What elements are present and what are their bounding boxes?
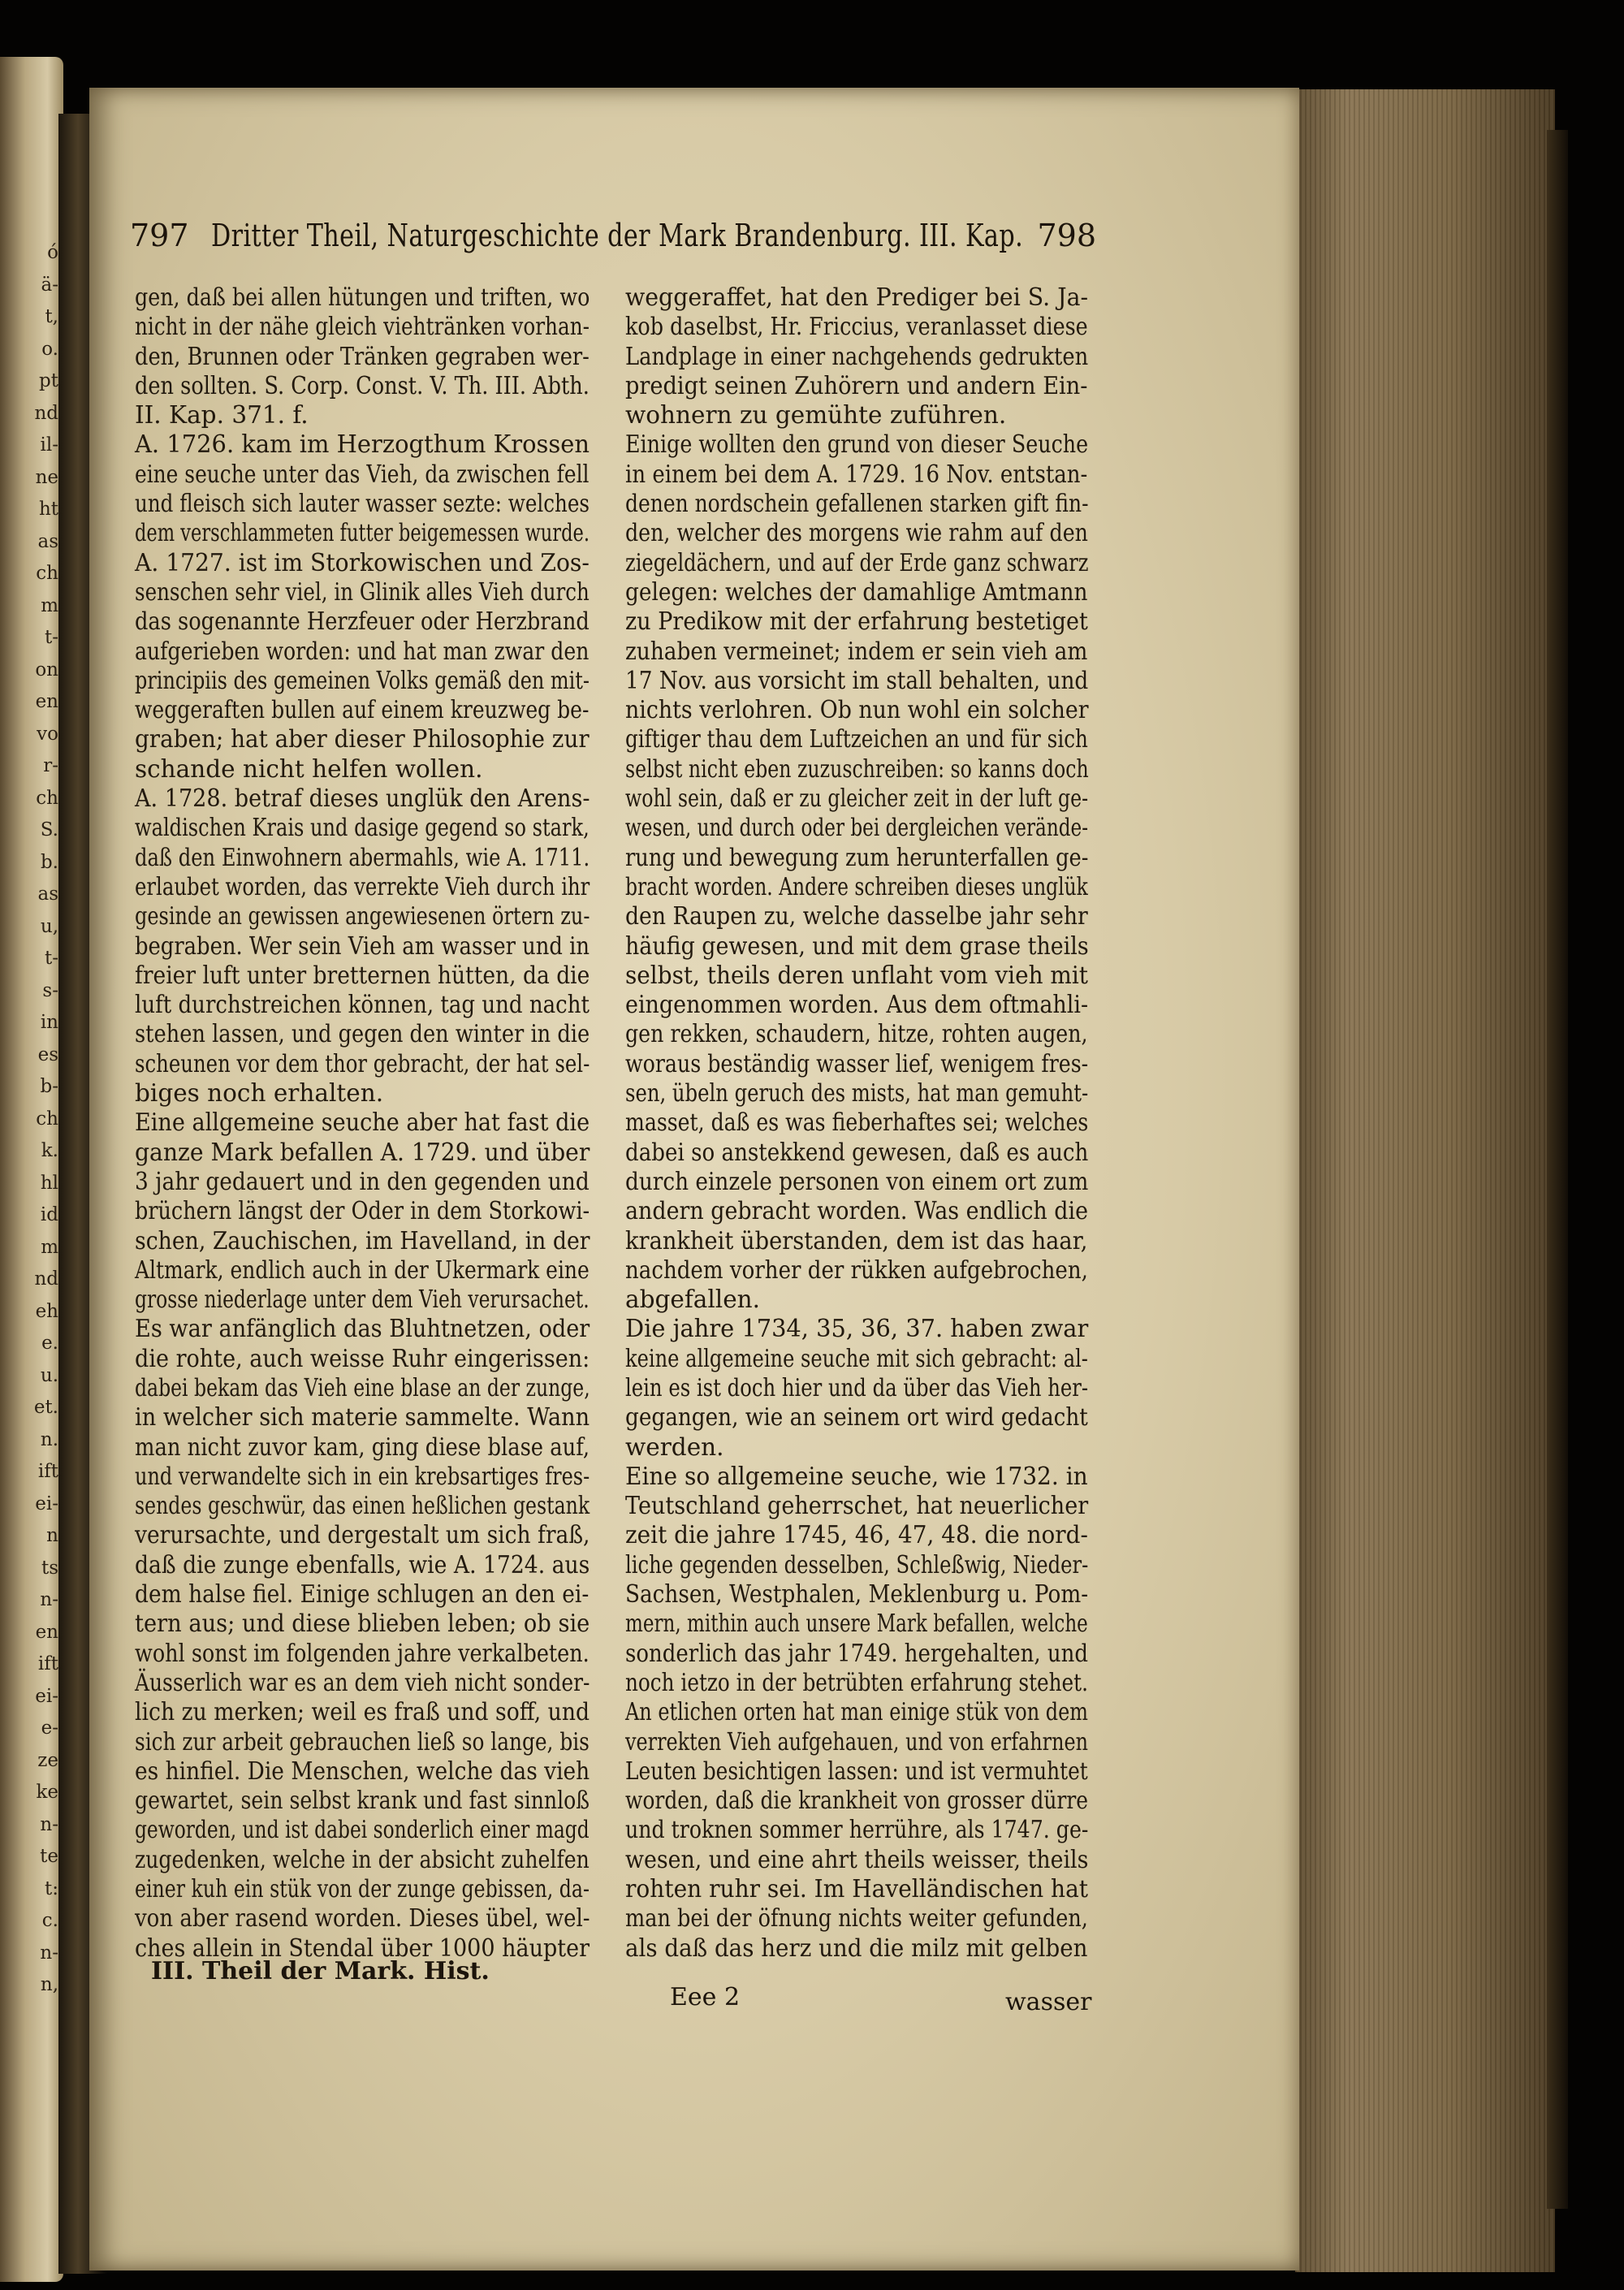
text-line: Einige wollten den grund von dieser Seuche bbox=[625, 430, 1089, 459]
page-number-left: 797 bbox=[130, 218, 189, 253]
text-line: ganze Mark befallen A. 1729. und über bbox=[135, 1138, 590, 1166]
text-line: nachdem vorher der rükken aufgebrochen, bbox=[625, 1255, 1088, 1284]
text-line: werden. bbox=[625, 1432, 724, 1461]
previous-page-text-fragment: pt bbox=[39, 370, 58, 391]
text-line: zugedenken, welche in der absicht zuhelfen bbox=[135, 1845, 590, 1873]
previous-page-text-fragment: nd bbox=[34, 402, 58, 424]
text-line: wohl sein, daß er zu gleicher zeit in der luft ge- bbox=[625, 784, 1089, 813]
text-line: gesinde an gewissen angewiesenen örtern zu- bbox=[135, 902, 590, 931]
text-line: 3 jahr gedauert und in den gegenden und bbox=[135, 1167, 590, 1195]
text-line: selbst, theils deren unflaht vom vieh mit bbox=[625, 961, 1088, 989]
previous-page-text-fragment: ó bbox=[47, 242, 58, 263]
text-line: Teutschland geherrschet, hat neuerlicher bbox=[625, 1492, 1089, 1520]
previous-page-text-fragment: S. bbox=[40, 819, 58, 840]
text-line: in einem bei dem A. 1729. 16 Nov. entstan- bbox=[625, 460, 1088, 488]
previous-page-text-fragment: ä- bbox=[41, 274, 58, 296]
text-line: eingenommen worden. Aus dem oftmahli- bbox=[625, 991, 1089, 1019]
previous-page-text-fragment: ne bbox=[35, 466, 58, 488]
text-line: liche gegenden desselben, Schleßwig, Nieder- bbox=[625, 1550, 1089, 1579]
text-line: biges noch erhalten. bbox=[135, 1079, 384, 1108]
text-line: gelegen: welches der damahlige Amtmann bbox=[625, 577, 1088, 606]
text-line: A. 1728. betraf dieses unglük den Arens- bbox=[135, 784, 590, 813]
previous-page-text-fragment: t: bbox=[45, 1877, 58, 1899]
text-line: tern aus; und diese blieben leben; ob sie bbox=[135, 1609, 590, 1638]
text-line: senschen sehr viel, in Glinik alles Vieh durch bbox=[135, 577, 590, 606]
text-line: zeit die jahre 1745, 46, 47, 48. die nord- bbox=[625, 1521, 1088, 1549]
text-line: dem halse fiel. Einige schlugen an den ei- bbox=[135, 1580, 590, 1609]
previous-page-text-fragment: k. bbox=[41, 1140, 58, 1161]
text-line: stehen lassen, und gegen den winter in die bbox=[135, 1020, 590, 1048]
text-line: giftiger thau dem Luftzeichen an und für sich bbox=[625, 725, 1088, 754]
text-line: wesen, und durch oder bei dergleichen verände- bbox=[625, 814, 1089, 842]
text-line: daß den Einwohnern abermahls, wie A. 1711. bbox=[135, 843, 590, 871]
text-line: Die jahre 1734, 35, 36, 37. haben zwar bbox=[625, 1315, 1089, 1343]
text-line: und troknen sommer herrühre, als 1747. ge- bbox=[625, 1816, 1089, 1844]
text-line: zu Predikow mit der erfahrung bestetiget bbox=[625, 607, 1088, 636]
text-line: scheunen vor dem thor gebracht, der hat sel- bbox=[135, 1049, 590, 1078]
text-line: krankheit überstanden, dem ist das haar, bbox=[625, 1226, 1088, 1255]
previous-page-text-fragment: ch bbox=[36, 787, 58, 809]
text-line: Eine allgemeine seuche aber hat fast die bbox=[135, 1108, 590, 1137]
text-line: worden, daß die krankheit von grosser dürre bbox=[625, 1787, 1089, 1815]
text-line: woraus beständig wasser lief, wenigem fres- bbox=[625, 1049, 1089, 1078]
previous-page-text-fragment: b- bbox=[40, 1076, 58, 1097]
page-number-right: 798 bbox=[1037, 218, 1096, 253]
text-line: einer kuh ein stük von der zunge gebissen, da- bbox=[135, 1875, 590, 1903]
previous-page-text-fragment: t, bbox=[45, 306, 58, 327]
catchword: wasser bbox=[1005, 1988, 1092, 2016]
text-line: masset, daß es was fieberhaftes sei; welches bbox=[625, 1108, 1089, 1137]
previous-page-text-fragment: ift bbox=[37, 1653, 58, 1674]
text-line: Landplage in einer nachgehends gedrukten bbox=[625, 342, 1089, 370]
previous-page-text-fragment: o. bbox=[41, 338, 58, 360]
text-line: Äusserlich war es an dem vieh nicht sonder- bbox=[135, 1668, 590, 1696]
text-line: den, welcher des morgens wie rahm auf den bbox=[625, 519, 1088, 547]
previous-page-text-fragment: es bbox=[37, 1043, 58, 1065]
previous-page-text-fragment: n bbox=[46, 1525, 58, 1546]
text-line: schen, Zauchischen, im Havelland, in der bbox=[135, 1226, 590, 1255]
previous-page-text-fragment: ei- bbox=[35, 1493, 58, 1514]
text-line: noch ietzo in der betrübten erfahrung stehet. bbox=[625, 1668, 1088, 1696]
sheet-signature-mark: Eee 2 bbox=[670, 1983, 741, 2011]
text-line: wohl sonst im folgenden jahre verkalbeten. bbox=[135, 1639, 590, 1667]
running-title: Dritter Theil, Naturgeschichte der Mark Brandenburg. III. Kap. bbox=[211, 218, 1024, 253]
previous-page-text-fragment: vo bbox=[37, 723, 58, 745]
text-line: verursachte, und dergestalt um sich fraß, bbox=[135, 1521, 590, 1549]
text-line: sonderlich das jahr 1749. hergehalten, und bbox=[625, 1639, 1089, 1667]
text-line: die rohte, auch weisse Ruhr eingerissen: bbox=[135, 1344, 590, 1372]
previous-page-text-fragment: en bbox=[35, 1621, 58, 1643]
previous-page-text-fragment: ts bbox=[41, 1557, 58, 1579]
text-line: und verwandelte sich in ein krebsartiges fres- bbox=[135, 1462, 590, 1490]
text-line: sen, übeln geruch des mists, hat man gemuht- bbox=[625, 1079, 1089, 1108]
text-line: weggeraften bullen auf einem kreuzweg be- bbox=[135, 696, 590, 724]
text-line: freier luft unter bretternen hütten, da die bbox=[135, 961, 590, 989]
text-line: schande nicht helfen wollen. bbox=[135, 754, 483, 783]
text-line: predigt seinen Zuhörern und andern Ein- bbox=[625, 371, 1088, 400]
text-line: den sollten. S. Corp. Const. V. Th. III. Abth. bbox=[135, 371, 590, 400]
previous-page-text-fragment: t- bbox=[44, 948, 58, 969]
book-fore-edge bbox=[1295, 89, 1555, 2272]
previous-page-text-fragment: hl bbox=[40, 1172, 58, 1194]
text-line: das sogenannte Herzfeuer oder Herzbrand bbox=[135, 607, 590, 636]
previous-page-text-fragment: in bbox=[40, 1012, 58, 1033]
text-line: Es war anfänglich das Bluhtnetzen, oder bbox=[135, 1315, 590, 1343]
text-line: dabei so anstekkend gewesen, daß es auch bbox=[625, 1138, 1089, 1166]
text-line: dem verschlammeten futter beigemessen wurde. bbox=[135, 519, 590, 547]
text-line: lich zu merken; weil es fraß und soff, und bbox=[135, 1698, 590, 1726]
text-line: geworden, und ist dabei sonderlich einer magd bbox=[135, 1816, 590, 1844]
previous-page-text-fragment: s- bbox=[42, 979, 58, 1001]
previous-page-text-fragment: u. bbox=[40, 1364, 58, 1386]
text-line: grosse niederlage unter dem Vieh verursachet. bbox=[135, 1285, 590, 1314]
text-line: A. 1727. ist im Storkowischen und Zos- bbox=[135, 548, 590, 577]
previous-page-text-fragment: en bbox=[35, 691, 58, 712]
text-line: brüchern längst der Oder in dem Storkowi- bbox=[135, 1197, 590, 1225]
text-line: in welcher sich materie sammelte. Wann bbox=[135, 1403, 590, 1432]
text-line: mern, mithin auch unsere Mark befallen, welche bbox=[625, 1609, 1088, 1638]
text-line: A. 1726. kam im Herzogthum Krossen bbox=[135, 430, 590, 459]
previous-page-text-fragment: nd bbox=[34, 1268, 58, 1290]
previous-page-text-fragment: c. bbox=[41, 1910, 58, 1931]
text-line: gewartet, sein selbst krank und fast sinnloß bbox=[135, 1787, 590, 1815]
text-line: II. Kap. 371. f. bbox=[135, 401, 309, 430]
text-line: keine allgemeine seuche mit sich gebracht: al- bbox=[625, 1344, 1088, 1372]
text-line: sendes geschwür, das einen heßlichen gestank bbox=[135, 1492, 590, 1520]
previous-page-text-fragment: e. bbox=[41, 1333, 58, 1354]
text-line: Altmark, endlich auch in der Ukermark eine bbox=[135, 1255, 590, 1284]
text-line: weggeraffet, hat den Prediger bei S. Ja- bbox=[625, 283, 1089, 311]
text-line: ches allein in Stendal über 1000 häupter bbox=[135, 1934, 590, 1962]
previous-page-text-fragment: as bbox=[37, 530, 58, 552]
previous-page-text-fragment: id bbox=[40, 1204, 58, 1225]
previous-page-text-fragment: ei- bbox=[35, 1685, 58, 1707]
text-line: nicht in der nähe gleich viehtränken vorhan- bbox=[135, 313, 590, 341]
previous-page-text-fragment: n- bbox=[40, 1942, 58, 1964]
previous-page-text-fragment: e- bbox=[41, 1718, 58, 1739]
text-line: daß die zunge ebenfalls, wie A. 1724. aus bbox=[135, 1550, 590, 1579]
text-line: aufgerieben worden: und hat man zwar den bbox=[135, 637, 590, 665]
text-line: man nicht zuvor kam, ging diese blase auf, bbox=[135, 1432, 590, 1461]
text-line: den Raupen zu, welche dasselbe jahr sehr bbox=[625, 902, 1088, 931]
text-line: verrekten Vieh aufgehauen, und von erfahrnen bbox=[625, 1727, 1089, 1756]
text-line: man bei der öfnung nichts weiter gefunden, bbox=[625, 1904, 1088, 1933]
text-line: erlaubet worden, das verrekte Vieh durch ihr bbox=[135, 872, 590, 901]
previous-page-text-fragment: ift bbox=[37, 1461, 58, 1482]
previous-page-text-fragment: et. bbox=[33, 1397, 58, 1418]
text-line: dabei bekam das Vieh eine blase an der zunge, bbox=[135, 1373, 590, 1402]
previous-page-text-fragment: b. bbox=[40, 851, 58, 873]
text-column-right bbox=[625, 283, 1088, 1963]
text-line: rohten ruhr sei. Im Havelländischen hat bbox=[625, 1875, 1089, 1903]
previous-page-text-fragment: n, bbox=[40, 1974, 58, 1995]
text-line: waldischen Krais und dasige gegend so stark, bbox=[135, 814, 590, 842]
previous-page-text-fragment: n. bbox=[40, 1428, 58, 1450]
text-line: und fleisch sich lauter wasser sezte: welches bbox=[135, 490, 590, 518]
previous-page-text-fragment: t- bbox=[44, 627, 58, 648]
previous-page-text-fragment: on bbox=[35, 659, 58, 681]
previous-page-text-fragment: as bbox=[37, 884, 58, 905]
text-line: luft durchstreichen können, tag und nacht bbox=[135, 991, 590, 1019]
previous-page-text-fragment: il- bbox=[40, 434, 58, 456]
previous-page-text-fragment: ht bbox=[38, 499, 58, 520]
text-line: sich zur arbeit gebrauchen ließ so lange, bis bbox=[135, 1727, 590, 1756]
text-line: selbst nicht eben zuzuschreiben: so kanns doch bbox=[625, 754, 1089, 783]
text-line: eine seuche unter das Vieh, da zwischen fell bbox=[135, 460, 590, 488]
text-column-left bbox=[135, 283, 590, 1963]
previous-page-text-fragment: te bbox=[40, 1846, 58, 1867]
previous-page-text-fragment: ke bbox=[36, 1782, 58, 1803]
previous-page-text-fragment: r- bbox=[43, 755, 58, 776]
text-line: wohnern zu gemühte zuführen. bbox=[625, 401, 1007, 430]
text-line: wesen, und eine ahrt theils weisser, theils bbox=[625, 1845, 1089, 1873]
text-line: nichts verlohren. Ob nun wohl ein solcher bbox=[625, 696, 1089, 724]
text-line: häufig gewesen, und mit dem grase theils bbox=[625, 931, 1089, 960]
previous-page-text-fragment: u, bbox=[40, 915, 58, 937]
text-line: als daß das herz und die milz mit gelben bbox=[625, 1934, 1088, 1962]
previous-page-text-fragment: ze bbox=[37, 1749, 58, 1771]
text-line: Eine so allgemeine seuche, wie 1732. in bbox=[625, 1462, 1088, 1490]
text-line: es hinfiel. Die Menschen, welche das vieh bbox=[135, 1756, 590, 1785]
previous-page-text-fragment: ch bbox=[36, 563, 58, 584]
text-line: bracht worden. Andere schreiben dieses unglük bbox=[625, 872, 1088, 901]
previous-page-text-fragment: n- bbox=[40, 1813, 58, 1835]
text-line: principiis des gemeinen Volks gemäß den mit- bbox=[135, 666, 590, 694]
previous-page-text-fragment: eh bbox=[35, 1300, 58, 1322]
book-fore-edge-shadow bbox=[1547, 130, 1568, 2209]
text-line: rung und bewegung zum herunterfallen ge- bbox=[625, 843, 1089, 871]
previous-page-text-fragment: n- bbox=[40, 1589, 58, 1610]
text-line: Leuten besichtigen lassen: und ist vermuhtet bbox=[625, 1756, 1088, 1785]
text-line: gen, daß bei allen hütungen und triften, wo bbox=[135, 283, 590, 311]
text-line: von aber rasend worden. Dieses übel, wel- bbox=[135, 1904, 590, 1933]
text-line: kob daselbst, Hr. Friccius, veranlasset diese bbox=[625, 313, 1088, 341]
previous-page-text-fragment: ch bbox=[36, 1108, 58, 1130]
text-line: gegangen, wie an seinem ort wird gedacht bbox=[625, 1403, 1088, 1432]
text-line: begraben. Wer sein Vieh am wasser und in bbox=[135, 931, 590, 960]
text-line: gen rekken, schaudern, hitze, rohten augen, bbox=[625, 1020, 1088, 1048]
text-line: ziegeldächern, und auf der Erde ganz schwarz bbox=[625, 548, 1089, 577]
text-line: An etlichen orten hat man einige stük von dem bbox=[625, 1698, 1088, 1726]
previous-page-edge bbox=[0, 57, 63, 2282]
text-line: abgefallen. bbox=[625, 1285, 761, 1314]
text-line: zuhaben vermeinet; indem er sein vieh am bbox=[625, 637, 1088, 665]
text-line: Sachsen, Westphalen, Meklenburg u. Pom- bbox=[625, 1580, 1089, 1609]
previous-page-text-fragment: m bbox=[41, 1236, 58, 1258]
previous-page-text-fragment: m bbox=[41, 594, 58, 616]
text-line: denen nordschein gefallenen starken gift fin- bbox=[625, 490, 1089, 518]
running-header bbox=[130, 218, 1096, 266]
text-line: den, Brunnen oder Tränken gegraben wer- bbox=[135, 342, 590, 370]
text-line: lein es ist doch hier und da über das Vieh her- bbox=[625, 1373, 1089, 1402]
text-line: durch einzele personen von einem ort zum bbox=[625, 1167, 1089, 1195]
text-line: andern gebracht worden. Was endlich die bbox=[625, 1197, 1089, 1225]
signature-line: III. Theil der Mark. Hist. bbox=[151, 1957, 490, 1985]
text-line: graben; hat aber dieser Philosophie zur bbox=[135, 725, 590, 754]
text-line: 17 Nov. aus vorsicht im stall behalten, und bbox=[625, 666, 1089, 694]
